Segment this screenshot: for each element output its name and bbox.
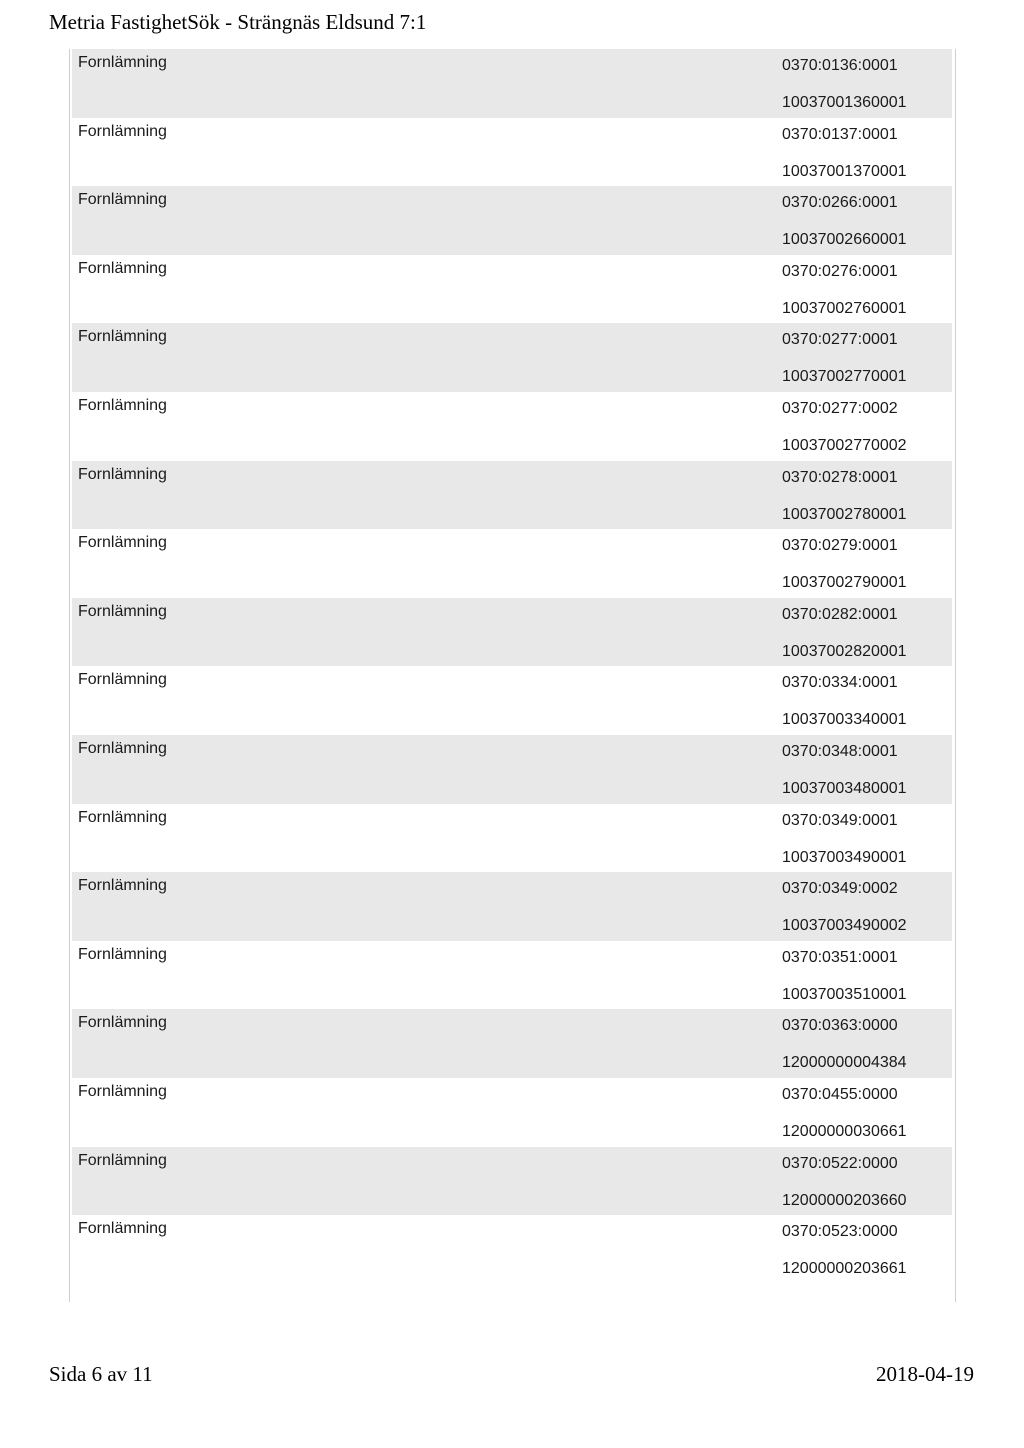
row-id: 10037003480001 xyxy=(782,779,907,797)
row-type: Fornlämning xyxy=(78,122,167,140)
row-id: 10037002820001 xyxy=(782,642,907,660)
row-code: 0370:0276:0001 xyxy=(782,262,898,280)
row-id: 12000000203660 xyxy=(782,1191,907,1209)
row-code: 0370:0266:0001 xyxy=(782,194,898,212)
row-code: 0370:0348:0001 xyxy=(782,742,898,760)
row-code: 0370:0277:0001 xyxy=(782,331,898,349)
row-id: 10037003490002 xyxy=(782,917,907,935)
row-id: 10037003490001 xyxy=(782,848,907,866)
table-row xyxy=(72,461,952,530)
row-code: 0370:0137:0001 xyxy=(782,125,898,143)
row-type: Fornlämning xyxy=(78,671,167,689)
table-row xyxy=(72,941,952,1010)
row-id: 10037001360001 xyxy=(782,94,907,111)
row-code: 0370:0363:0000 xyxy=(782,1017,898,1035)
row-id: 10037003510001 xyxy=(782,985,907,1003)
row-type: Fornlämning xyxy=(78,945,167,963)
row-id: 10037001370001 xyxy=(782,162,907,180)
row-type: Fornlämning xyxy=(78,1151,167,1169)
row-id: 10037002770001 xyxy=(782,368,907,386)
table-row xyxy=(72,118,952,187)
table-row xyxy=(72,1215,952,1284)
row-id: 10037002770002 xyxy=(782,436,907,454)
table-row xyxy=(72,872,952,941)
row-type: Fornlämning xyxy=(78,739,167,757)
row-type: Fornlämning xyxy=(78,328,167,346)
row-type: Fornlämning xyxy=(78,808,167,826)
row-code: 0370:0282:0001 xyxy=(782,605,898,623)
table-row xyxy=(72,1009,952,1078)
table-row xyxy=(72,323,952,392)
table-row xyxy=(72,1147,952,1216)
table-row xyxy=(72,186,952,255)
table-row xyxy=(72,392,952,461)
row-type: Fornlämning xyxy=(78,396,167,414)
table-row xyxy=(72,1078,952,1147)
results-table xyxy=(69,49,956,1302)
row-type: Fornlämning xyxy=(78,465,167,483)
row-id: 10037002780001 xyxy=(782,505,907,523)
row-type: Fornlämning xyxy=(78,534,167,552)
print-date: 2018-04-19 xyxy=(876,1362,974,1386)
row-code: 0370:0522:0000 xyxy=(782,1154,898,1172)
row-id: 10037002790001 xyxy=(782,574,907,592)
row-id: 10037003340001 xyxy=(782,711,907,729)
row-type: Fornlämning xyxy=(78,191,167,209)
row-type: Fornlämning xyxy=(78,54,167,71)
row-id: 12000000004384 xyxy=(782,1054,907,1072)
page-number: Sida 6 av 11 xyxy=(49,1362,153,1386)
row-type: Fornlämning xyxy=(78,259,167,277)
table-row xyxy=(72,255,952,324)
row-code: 0370:0523:0000 xyxy=(782,1223,898,1241)
row-type: Fornlämning xyxy=(78,1220,167,1238)
row-code: 0370:0278:0001 xyxy=(782,468,898,486)
row-code: 0370:0351:0001 xyxy=(782,948,898,966)
table-body xyxy=(72,49,952,1284)
row-id: 12000000030661 xyxy=(782,1122,907,1140)
row-type: Fornlämning xyxy=(78,1082,167,1100)
row-code: 0370:0349:0001 xyxy=(782,811,898,829)
row-code: 0370:0136:0001 xyxy=(782,57,898,74)
table-row xyxy=(72,598,952,667)
row-id: 10037002660001 xyxy=(782,231,907,249)
table-row xyxy=(72,735,952,804)
row-id: 10037002760001 xyxy=(782,299,907,317)
page-title: Metria FastighetSök - Strängnäs Eldsund 7:1 xyxy=(49,10,427,34)
row-code: 0370:0277:0002 xyxy=(782,399,898,417)
row-code: 0370:0279:0001 xyxy=(782,537,898,555)
table-row xyxy=(72,529,952,598)
table-row xyxy=(72,666,952,735)
row-code: 0370:0334:0001 xyxy=(782,674,898,692)
row-code: 0370:0455:0000 xyxy=(782,1085,898,1103)
row-type: Fornlämning xyxy=(78,877,167,895)
row-type: Fornlämning xyxy=(78,1014,167,1032)
table-row xyxy=(72,804,952,873)
row-code: 0370:0349:0002 xyxy=(782,880,898,898)
row-type: Fornlämning xyxy=(78,602,167,620)
row-id: 12000000203661 xyxy=(782,1260,907,1278)
table-row xyxy=(72,49,952,118)
